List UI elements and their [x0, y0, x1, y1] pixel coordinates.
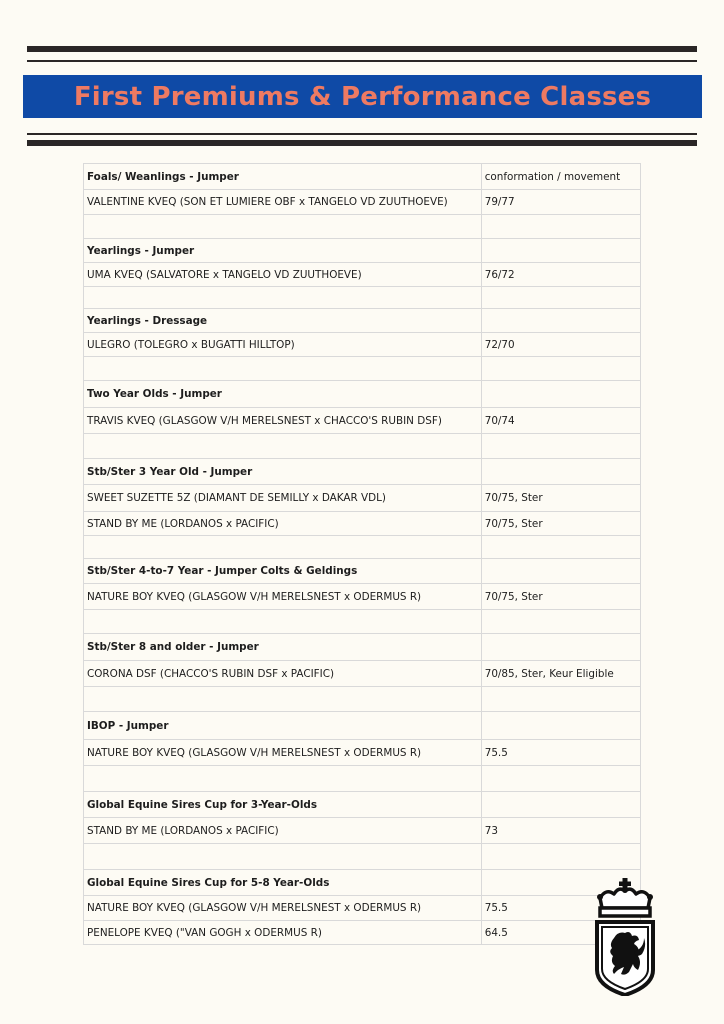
results-table — [83, 163, 641, 945]
class-name-cell: Yearlings - Dressage — [84, 309, 482, 333]
horse-name-cell — [84, 215, 482, 239]
score-cell — [481, 357, 640, 381]
score-cell: 70/74 — [481, 408, 640, 434]
spacer-row — [84, 434, 641, 459]
results-table-body — [84, 164, 641, 945]
score-cell: 70/75, Ster — [481, 485, 640, 512]
horse-name-cell — [84, 357, 482, 381]
entry-row — [84, 740, 641, 766]
class-header-row — [84, 712, 641, 740]
score-cell — [481, 687, 640, 712]
spacer-row — [84, 357, 641, 381]
column-header-cell: conformation / movement — [481, 164, 640, 190]
horse-name-cell — [84, 536, 482, 559]
column-header-cell — [481, 381, 640, 408]
entry-row — [84, 896, 641, 921]
horse-name-cell — [84, 610, 482, 634]
horse-name-cell: UMA KVEQ (SALVATORE x TANGELO VD ZUUTHOEVE) — [84, 263, 482, 287]
class-header-row — [84, 634, 641, 661]
class-name-cell: Yearlings - Jumper — [84, 239, 482, 263]
score-cell: 79/77 — [481, 190, 640, 215]
horse-name-cell: STAND BY ME (LORDANOS x PACIFIC) — [84, 512, 482, 536]
spacer-row — [84, 687, 641, 712]
horse-name-cell: SWEET SUZETTE 5Z (DIAMANT DE SEMILLY x DAKAR VDL) — [84, 485, 482, 512]
bottom-rule-thin — [27, 133, 697, 135]
entry-row — [84, 485, 641, 512]
score-cell: 70/85, Ster, Keur Eligible — [481, 661, 640, 687]
spacer-row — [84, 215, 641, 239]
class-header-row — [84, 164, 641, 190]
column-header-cell — [481, 634, 640, 661]
column-header-cell — [481, 792, 640, 818]
class-name-cell: Global Equine Sires Cup for 5-8 Year-Olds — [84, 870, 482, 896]
horse-name-cell: NATURE BOY KVEQ (GLASGOW V/H MERELSNEST x ODERMUS R) — [84, 584, 482, 610]
horse-name-cell: VALENTINE KVEQ (SON ET LUMIERE OBF x TANGELO VD ZUUTHOEVE) — [84, 190, 482, 215]
entry-row — [84, 190, 641, 215]
entry-row — [84, 408, 641, 434]
crowned-lion-shield-icon — [594, 878, 656, 996]
class-header-row — [84, 381, 641, 408]
class-name-cell: Stb/Ster 3 Year Old - Jumper — [84, 459, 482, 485]
entry-row — [84, 263, 641, 287]
score-cell — [481, 766, 640, 792]
page-title: First Premiums & Performance Classes — [73, 81, 652, 112]
class-header-row — [84, 559, 641, 584]
horse-name-cell: NATURE BOY KVEQ (GLASGOW V/H MERELSNEST x ODERMUS R) — [84, 896, 482, 921]
class-header-row — [84, 870, 641, 896]
score-cell: 75.5 — [481, 896, 640, 921]
score-cell: 70/75, Ster — [481, 584, 640, 610]
score-cell: 75.5 — [481, 740, 640, 766]
spacer-row — [84, 536, 641, 559]
spacer-row — [84, 844, 641, 870]
score-cell — [481, 434, 640, 459]
score-cell — [481, 844, 640, 870]
score-cell: 76/72 — [481, 263, 640, 287]
horse-name-cell — [84, 434, 482, 459]
horse-name-cell — [84, 687, 482, 712]
top-rule-thick — [27, 46, 697, 52]
score-cell — [481, 215, 640, 239]
horse-name-cell: STAND BY ME (LORDANOS x PACIFIC) — [84, 818, 482, 844]
horse-name-cell: NATURE BOY KVEQ (GLASGOW V/H MERELSNEST x ODERMUS R) — [84, 740, 482, 766]
class-header-row — [84, 792, 641, 818]
horse-name-cell: PENELOPE KVEQ ("VAN GOGH x ODERMUS R) — [84, 921, 482, 945]
score-cell: 73 — [481, 818, 640, 844]
column-header-cell — [481, 239, 640, 263]
horse-name-cell — [84, 766, 482, 792]
column-header-cell — [481, 459, 640, 485]
score-cell: 72/70 — [481, 333, 640, 357]
horse-name-cell — [84, 287, 482, 309]
spacer-row — [84, 287, 641, 309]
entry-row — [84, 333, 641, 357]
entry-row — [84, 921, 641, 945]
score-cell — [481, 536, 640, 559]
class-name-cell: Stb/Ster 8 and older - Jumper — [84, 634, 482, 661]
class-header-row — [84, 309, 641, 333]
horse-name-cell — [84, 844, 482, 870]
column-header-cell — [481, 712, 640, 740]
score-cell: 70/75, Ster — [481, 512, 640, 536]
spacer-row — [84, 610, 641, 634]
class-name-cell: Stb/Ster 4-to-7 Year - Jumper Colts & Geldings — [84, 559, 482, 584]
entry-row — [84, 512, 641, 536]
entry-row — [84, 818, 641, 844]
top-rule-thin — [27, 60, 697, 62]
entry-row — [84, 661, 641, 687]
score-cell: 64.5 — [481, 921, 640, 945]
class-name-cell: IBOP - Jumper — [84, 712, 482, 740]
title-banner — [23, 75, 702, 118]
horse-name-cell: TRAVIS KVEQ (GLASGOW V/H MERELSNEST x CHACCO'S RUBIN DSF) — [84, 408, 482, 434]
entry-row — [84, 584, 641, 610]
results-table-wrapper — [83, 163, 641, 945]
column-header-cell — [481, 559, 640, 584]
class-header-row — [84, 459, 641, 485]
column-header-cell — [481, 309, 640, 333]
score-cell — [481, 610, 640, 634]
bottom-rule-thick — [27, 140, 697, 146]
class-name-cell: Two Year Olds - Jumper — [84, 381, 482, 408]
class-name-cell: Foals/ Weanlings - Jumper — [84, 164, 482, 190]
horse-name-cell: ULEGRO (TOLEGRO x BUGATTI HILLTOP) — [84, 333, 482, 357]
class-header-row — [84, 239, 641, 263]
score-cell — [481, 287, 640, 309]
horse-name-cell: CORONA DSF (CHACCO'S RUBIN DSF x PACIFIC) — [84, 661, 482, 687]
spacer-row — [84, 766, 641, 792]
class-name-cell: Global Equine Sires Cup for 3-Year-Olds — [84, 792, 482, 818]
